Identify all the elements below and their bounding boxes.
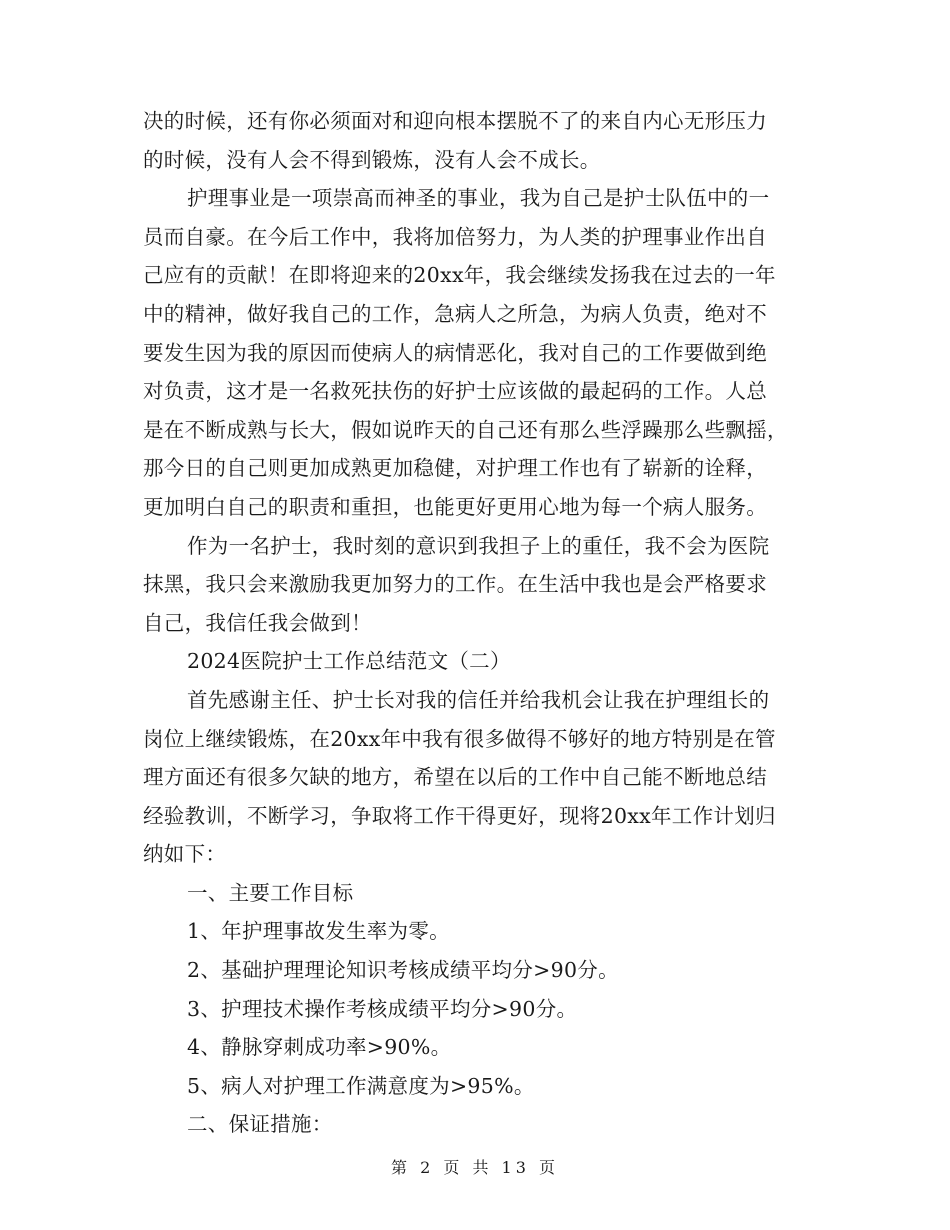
text-line: 作为一名护士，我时刻的意识到我担子上的重任，我不会为医院 bbox=[187, 533, 770, 558]
text-line: 二、保证措施： bbox=[187, 1112, 333, 1137]
text-line: 决的时候，还有你必须面对和迎向根本摆脱不了的来自内心无形压力 bbox=[143, 109, 767, 133]
text-line: 2024医院护士工作总结范文（二） bbox=[187, 649, 511, 674]
text-line: 员而自豪。在今后工作中，我将加倍努力，为人类的护理事业作出自 bbox=[143, 224, 767, 249]
text-line: 那今日的自己则更加成熟更加稳健，对护理工作也有了崭新的诠释， bbox=[143, 456, 767, 481]
text-line: 5、病人对护理工作满意度为>95%。 bbox=[187, 1073, 535, 1098]
text-line: 经验教训，不断学习，争取将工作干得更好，现将20xx年工作计划归 bbox=[143, 803, 776, 828]
text-line: 是在不断成熟与长大，假如说昨天的自己还有那么些浮躁那么些飘摇， bbox=[143, 417, 788, 442]
text-line: 理方面还有很多欠缺的地方，希望在以后的工作中自己能不断地总结 bbox=[143, 765, 767, 790]
text-line: 4、静脉穿刺成功率>90%。 bbox=[187, 1035, 452, 1060]
text-line: 自己，我信任我会做到！ bbox=[143, 610, 372, 635]
text-line: 岗位上继续锻炼，在20xx年中我有很多做得不够好的地方特别是在管 bbox=[143, 726, 776, 751]
text-line: 中的精神，做好我自己的工作，急病人之所急，为病人负责，绝对不 bbox=[143, 301, 767, 326]
text-line: 1、年护理事故发生率为零。 bbox=[187, 919, 450, 944]
text-line: 首先感谢主任、护士长对我的信任并给我机会让我在护理组长的 bbox=[187, 687, 770, 712]
text-line: 3、护理技术操作考核成绩平均分>90分。 bbox=[187, 996, 578, 1021]
page-number-footer: 第 2 页 共 13 页 bbox=[391, 1158, 559, 1177]
document-body bbox=[143, 102, 807, 1144]
text-line: 2、基础护理理论知识考核成绩平均分>90分。 bbox=[187, 958, 619, 983]
text-line: 纳如下： bbox=[143, 842, 227, 867]
text-line: 一、主要工作目标 bbox=[187, 880, 354, 905]
text-line: 的时候，没有人会不得到锻炼，没有人会不成长。 bbox=[143, 147, 601, 172]
text-line: 对负责，这才是一名救死扶伤的好护士应该做的最起码的工作。人总 bbox=[143, 379, 767, 404]
text-line: 更加明白自己的职责和重担，也能更好更用心地为每一个病人服务。 bbox=[143, 494, 767, 519]
text-line: 抹黑，我只会来激励我更加努力的工作。在生活中我也是会严格要求 bbox=[143, 572, 767, 597]
text-line: 己应有的贡献！在即将迎来的20xx年，我会继续发扬我在过去的一年 bbox=[143, 263, 776, 288]
text-line: 要发生因为我的原因而使病人的病情恶化，我对自己的工作要做到绝 bbox=[143, 340, 767, 365]
text-line: 护理事业是一项崇高而神圣的事业，我为自己是护士队伍中的一 bbox=[187, 186, 770, 211]
